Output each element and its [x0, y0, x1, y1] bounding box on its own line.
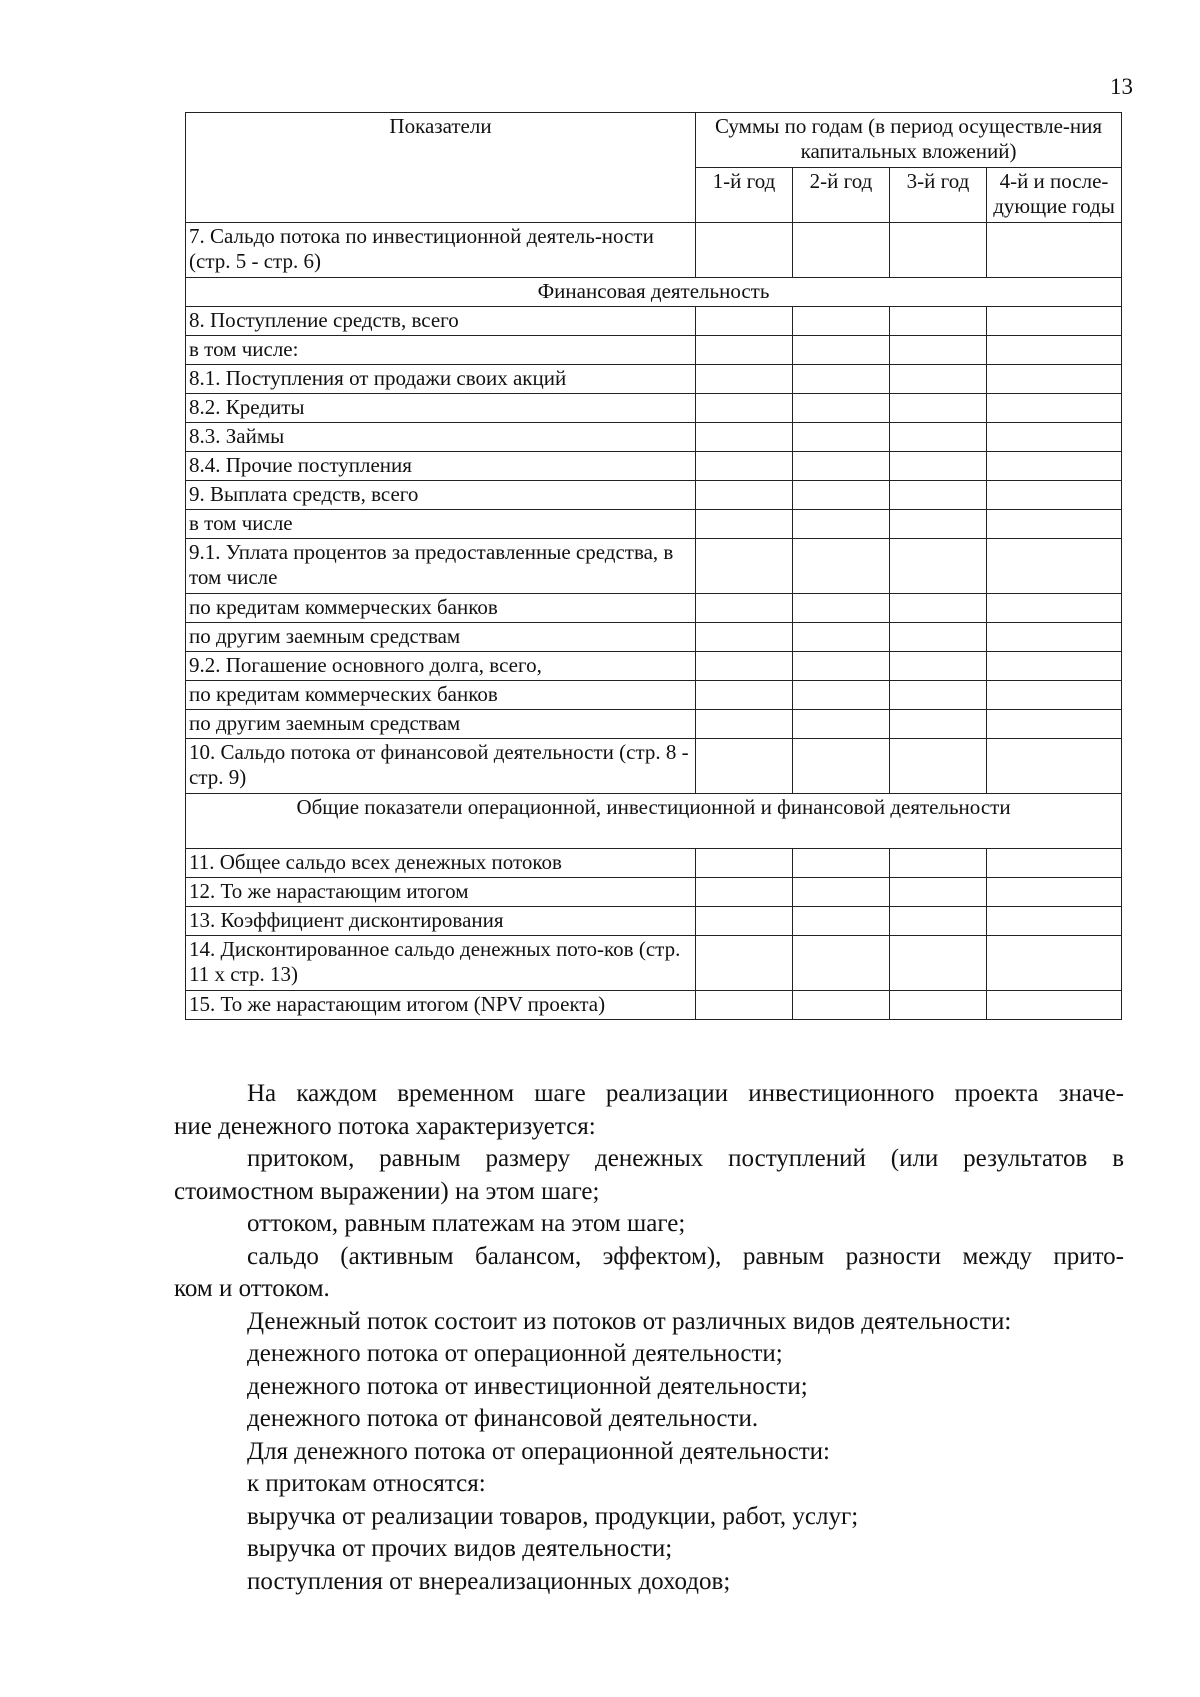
- row-label: 9.2. Погашение основного долга, всего,: [186, 652, 696, 681]
- value-cell: [987, 394, 1122, 423]
- value-cell: [890, 423, 987, 452]
- table-body: [186, 223, 1122, 1020]
- value-cell: [987, 365, 1122, 394]
- section-heading: Финансовая деятельность: [186, 278, 1122, 307]
- row-label: 7. Сальдо потока по инвестиционной деятель-ности (стр. 5 - стр. 6): [186, 223, 696, 278]
- value-cell: [793, 423, 890, 452]
- table-row: [186, 936, 1122, 991]
- value-cell: [696, 394, 793, 423]
- table-row: [186, 481, 1122, 510]
- value-cell: [890, 849, 987, 878]
- paragraph-line: оттоком, равным платежам на этом шаге;: [247, 1210, 686, 1237]
- value-cell: [793, 681, 890, 710]
- table-row: [186, 794, 1122, 849]
- value-cell: [987, 681, 1122, 710]
- row-label: 8.1. Поступления от продажи своих акций: [186, 365, 696, 394]
- value-cell: [890, 907, 987, 936]
- value-cell: [793, 307, 890, 336]
- table-row: [186, 539, 1122, 594]
- value-cell: [890, 623, 987, 652]
- value-cell: [987, 710, 1122, 739]
- value-cell: [696, 336, 793, 365]
- paragraph-line: поступления от внереализационных доходов;: [247, 1567, 731, 1595]
- value-cell: [793, 452, 890, 481]
- row-label: 15. То же нарастающим итогом (NPV проекта): [186, 991, 696, 1020]
- value-cell: [890, 652, 987, 681]
- value-cell: [987, 878, 1122, 907]
- paragraph-line: к притокам относятся:: [247, 1470, 486, 1497]
- value-cell: [696, 849, 793, 878]
- value-cell: [987, 991, 1122, 1020]
- value-cell: [890, 510, 987, 539]
- row-label: по кредитам коммерческих банков: [186, 594, 696, 623]
- paragraph-line: притоком, равным размеру денежных поступлений (или результатов в: [247, 1145, 1124, 1172]
- table-row: [186, 452, 1122, 481]
- paragraph-line: выручка от прочих видов деятельности;: [247, 1535, 673, 1562]
- body-text: [174, 1078, 1124, 1598]
- value-cell: [696, 652, 793, 681]
- value-cell: [696, 936, 793, 991]
- value-cell: [987, 936, 1122, 991]
- value-cell: [793, 878, 890, 907]
- table-row: [186, 594, 1122, 623]
- paragraph-line: На каждом временном шаге реализации инвестиционного проекта значе-: [247, 1080, 1124, 1107]
- row-label: в том числе:: [186, 336, 696, 365]
- value-cell: [987, 907, 1122, 936]
- value-cell: [987, 423, 1122, 452]
- header-indicators: Показатели: [186, 113, 696, 223]
- value-cell: [793, 539, 890, 594]
- value-cell: [696, 739, 793, 794]
- value-cell: [696, 594, 793, 623]
- row-label: 8.4. Прочие поступления: [186, 452, 696, 481]
- table-row: [186, 278, 1122, 307]
- value-cell: [890, 307, 987, 336]
- header-year-2: 2-й год: [793, 168, 890, 223]
- value-cell: [793, 510, 890, 539]
- value-cell: [890, 936, 987, 991]
- value-cell: [696, 452, 793, 481]
- value-cell: [696, 223, 793, 278]
- value-cell: [696, 365, 793, 394]
- header-year-1: 1-й год: [696, 168, 793, 223]
- header-year-3: 3-й год: [890, 168, 987, 223]
- table-row: [186, 394, 1122, 423]
- value-cell: [987, 539, 1122, 594]
- table-row: [186, 336, 1122, 365]
- value-cell: [987, 481, 1122, 510]
- row-label: 11. Общее сальдо всех денежных потоков: [186, 849, 696, 878]
- value-cell: [987, 623, 1122, 652]
- value-cell: [793, 336, 890, 365]
- value-cell: [793, 710, 890, 739]
- paragraph-line: денежного потока от операционной деятельности;: [247, 1340, 783, 1367]
- row-label: по кредитам коммерческих банков: [186, 681, 696, 710]
- paragraph-line: денежного потока от инвестиционной деятельности;: [247, 1372, 808, 1400]
- value-cell: [987, 336, 1122, 365]
- row-label: 12. То же нарастающим итогом: [186, 878, 696, 907]
- paragraph-line: ком и оттоком.: [174, 1275, 330, 1302]
- value-cell: [987, 594, 1122, 623]
- paragraph-line: ние денежного потока характеризуется:: [174, 1112, 596, 1140]
- value-cell: [696, 991, 793, 1020]
- section-heading: Общие показатели операционной, инвестиционной и финансовой деятельности: [186, 794, 1122, 849]
- table-row: [186, 991, 1122, 1020]
- table-row: [186, 223, 1122, 278]
- value-cell: [987, 652, 1122, 681]
- value-cell: [793, 623, 890, 652]
- table-row: [186, 365, 1122, 394]
- value-cell: [890, 681, 987, 710]
- value-cell: [890, 223, 987, 278]
- row-label: 10. Сальдо потока от финансовой деятельности (стр. 8 - стр. 9): [186, 739, 696, 794]
- page-number: 13: [1110, 74, 1133, 99]
- paragraph-line: Денежный поток состоит из потоков от различных видов деятельности:: [247, 1307, 1012, 1335]
- table-row: [186, 423, 1122, 452]
- value-cell: [890, 594, 987, 623]
- paragraph-line: стоимостном выражении) на этом шаге;: [174, 1177, 600, 1205]
- header-year-4: 4-й и после-дующие годы: [987, 168, 1122, 223]
- paragraph-line: денежного потока от финансовой деятельности.: [247, 1405, 759, 1432]
- value-cell: [890, 336, 987, 365]
- row-label: 9. Выплата средств, всего: [186, 481, 696, 510]
- paragraph-line: Для денежного потока от операционной деятельности:: [247, 1437, 830, 1465]
- row-label: 13. Коэффициент дисконтирования: [186, 907, 696, 936]
- table-row: [186, 878, 1122, 907]
- value-cell: [793, 594, 890, 623]
- row-label: по другим заемным средствам: [186, 710, 696, 739]
- value-cell: [987, 223, 1122, 278]
- value-cell: [696, 510, 793, 539]
- value-cell: [987, 452, 1122, 481]
- value-cell: [696, 681, 793, 710]
- table-row: [186, 307, 1122, 336]
- paragraph-line: сальдо (активным балансом, эффектом), равным разности между прито-: [247, 1242, 1124, 1270]
- value-cell: [696, 539, 793, 594]
- value-cell: [890, 394, 987, 423]
- value-cell: [890, 739, 987, 794]
- row-label: 8. Поступление средств, всего: [186, 307, 696, 336]
- value-cell: [890, 452, 987, 481]
- value-cell: [987, 849, 1122, 878]
- value-cell: [793, 481, 890, 510]
- cash-flow-table: [185, 112, 1122, 1020]
- paragraph-line: выручка от реализации товаров, продукции, работ, услуг;: [247, 1502, 859, 1530]
- table-row: [186, 623, 1122, 652]
- value-cell: [793, 739, 890, 794]
- value-cell: [987, 510, 1122, 539]
- table-row: [186, 510, 1122, 539]
- value-cell: [793, 936, 890, 991]
- table-row: [186, 710, 1122, 739]
- value-cell: [696, 307, 793, 336]
- table-row: [186, 681, 1122, 710]
- value-cell: [696, 878, 793, 907]
- value-cell: [890, 539, 987, 594]
- row-label: 14. Дисконтированное сальдо денежных пото-ков (стр. 11 х стр. 13): [186, 936, 696, 991]
- value-cell: [696, 907, 793, 936]
- value-cell: [890, 878, 987, 907]
- value-cell: [793, 907, 890, 936]
- value-cell: [696, 623, 793, 652]
- value-cell: [793, 223, 890, 278]
- value-cell: [793, 652, 890, 681]
- table-row: [186, 849, 1122, 878]
- value-cell: [987, 739, 1122, 794]
- value-cell: [696, 423, 793, 452]
- value-cell: [890, 365, 987, 394]
- row-label: в том числе: [186, 510, 696, 539]
- header-sums: Суммы по годам (в период осуществле-ния капитальных вложений): [696, 113, 1122, 168]
- value-cell: [793, 365, 890, 394]
- table-row: [186, 739, 1122, 794]
- table-row: [186, 652, 1122, 681]
- value-cell: [987, 307, 1122, 336]
- row-label: 8.3. Займы: [186, 423, 696, 452]
- value-cell: [890, 710, 987, 739]
- row-label: 8.2. Кредиты: [186, 394, 696, 423]
- value-cell: [890, 481, 987, 510]
- table-row: [186, 907, 1122, 936]
- value-cell: [890, 991, 987, 1020]
- row-label: по другим заемным средствам: [186, 623, 696, 652]
- row-label: 9.1. Уплата процентов за предоставленные средства, в том числе: [186, 539, 696, 594]
- value-cell: [793, 394, 890, 423]
- value-cell: [793, 849, 890, 878]
- value-cell: [793, 991, 890, 1020]
- value-cell: [696, 481, 793, 510]
- value-cell: [696, 710, 793, 739]
